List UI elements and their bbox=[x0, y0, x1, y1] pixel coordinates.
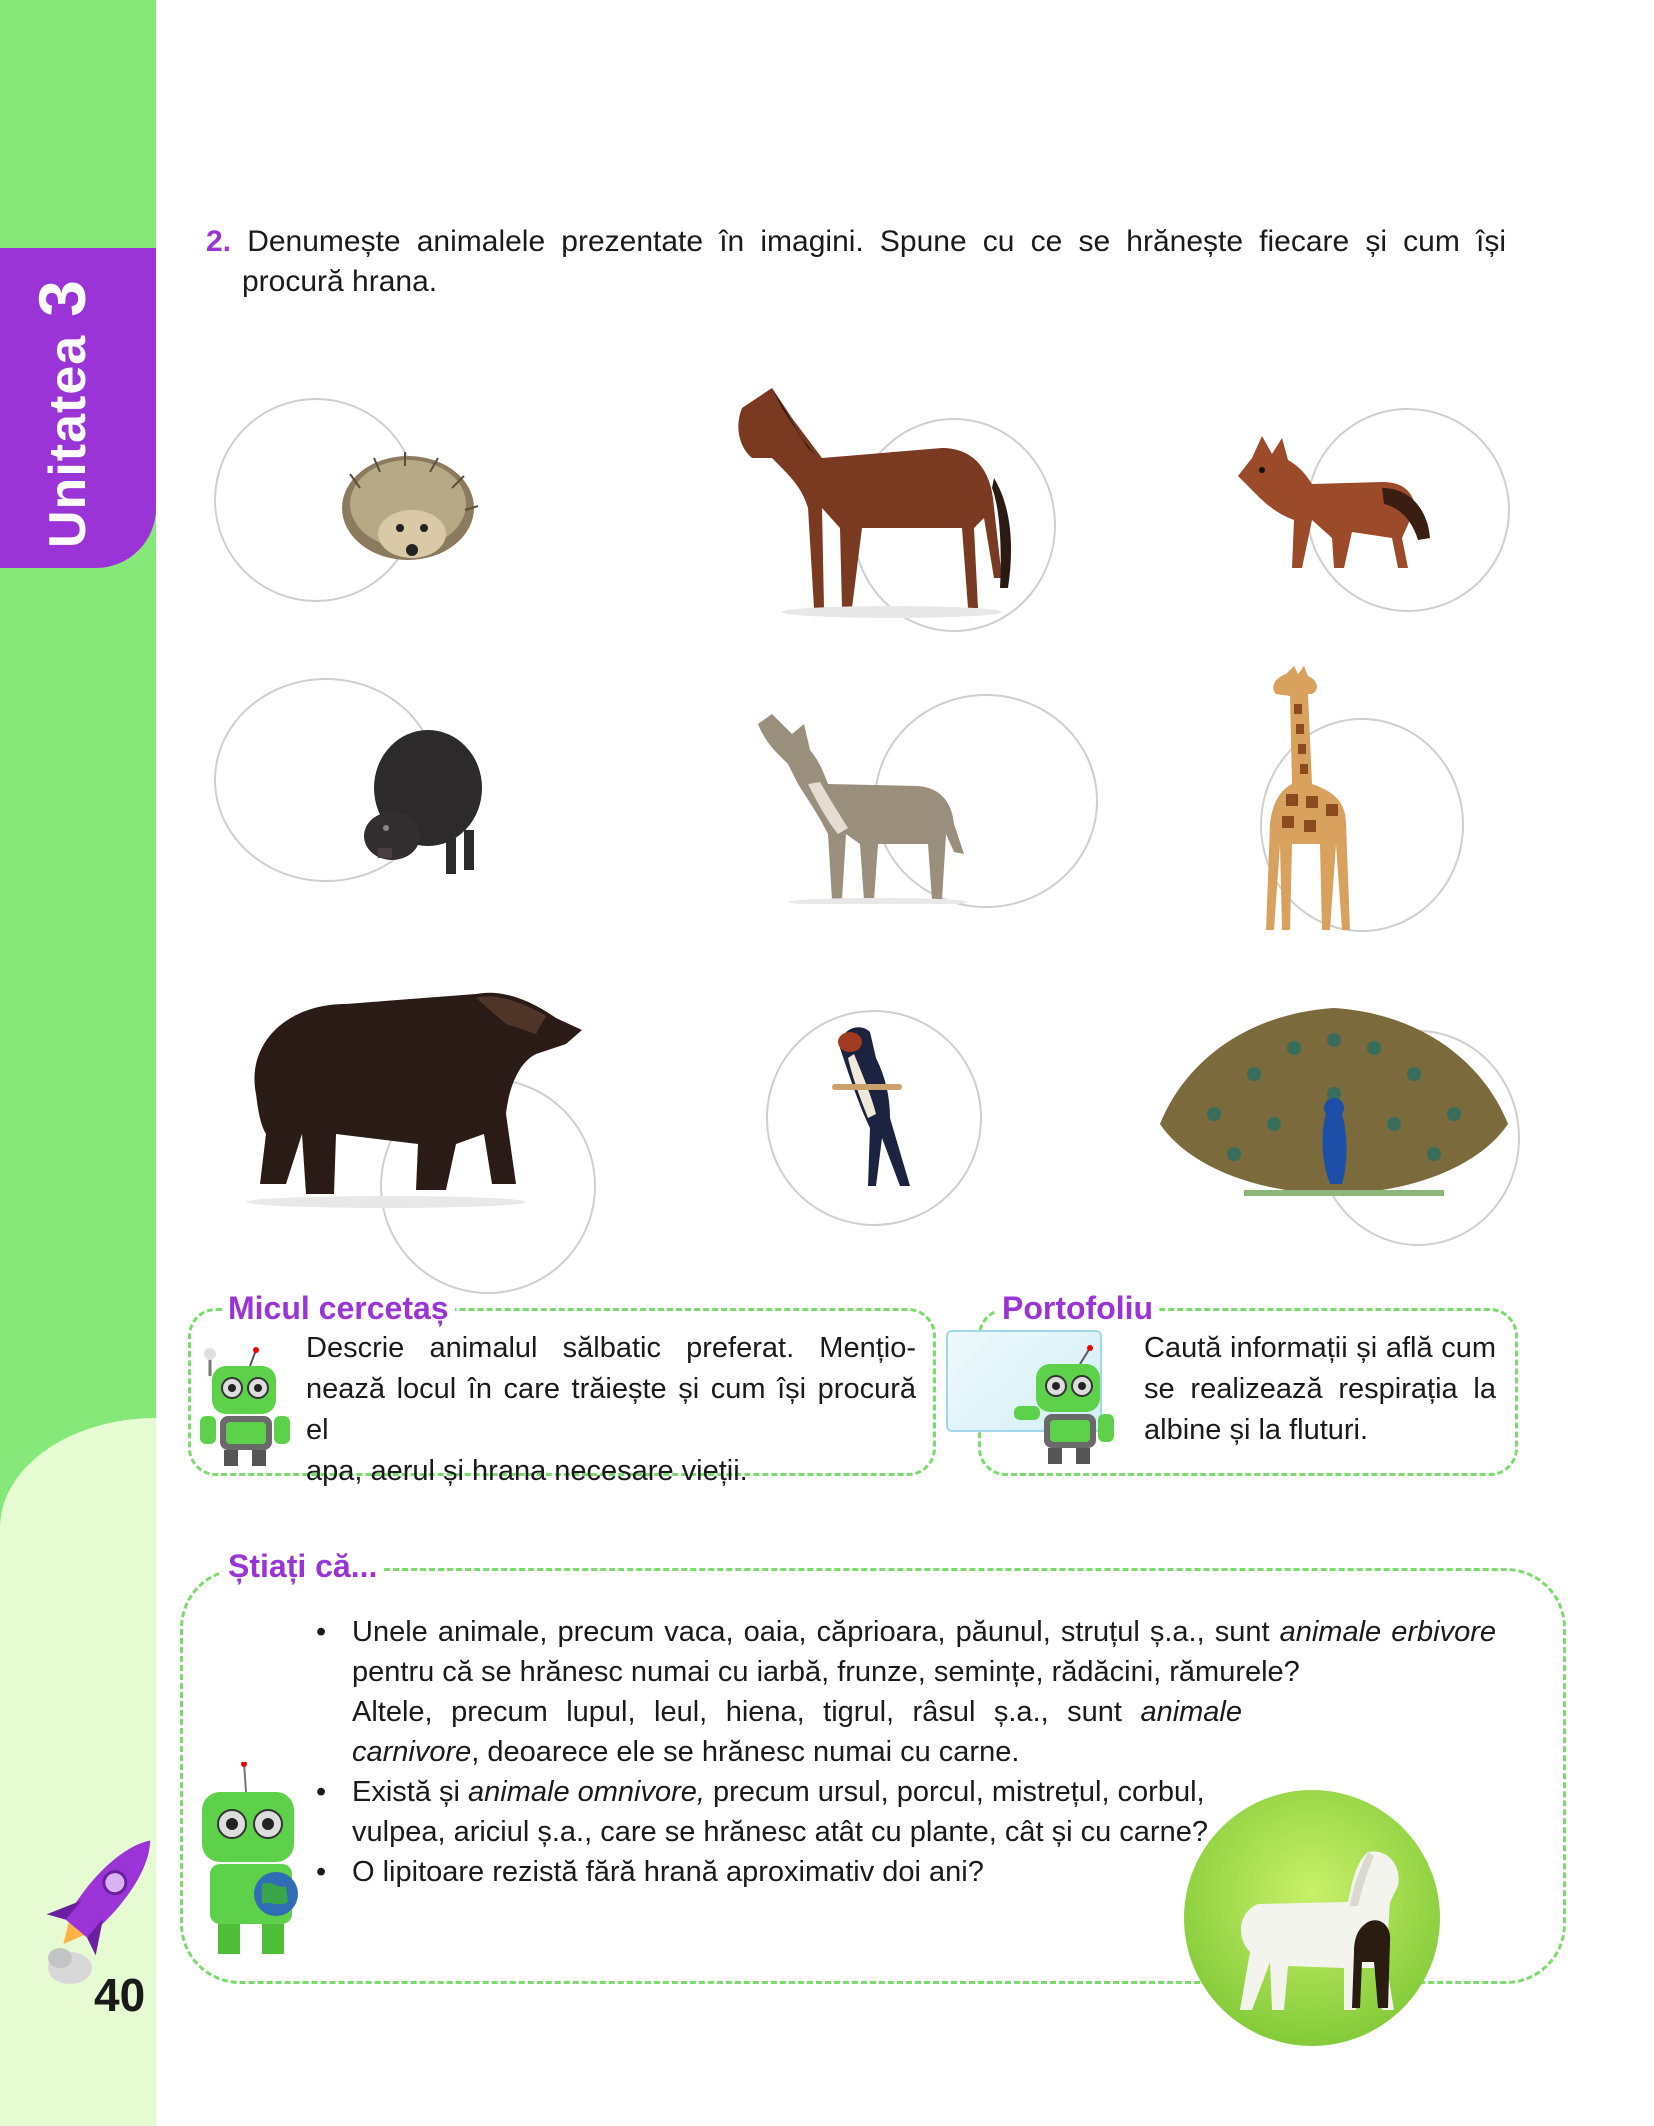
robot-scientist-icon bbox=[186, 1346, 298, 1472]
bear-icon bbox=[236, 984, 586, 1214]
hedgehog-icon bbox=[330, 438, 480, 568]
peacock-icon bbox=[1154, 1004, 1514, 1204]
micul-cercetas-line-3: apa, aerul și hrana necesare vieții. bbox=[306, 1455, 748, 1487]
fact-3-text: O lipitoare rezistă fără hrană aproximativ doi ani? bbox=[352, 1856, 984, 1888]
fact-1-text-b: pentru că se hrănesc numai cu iarbă, frunze, semințe, rădăcini, rămurele? bbox=[352, 1656, 1300, 1688]
page-number: 40 bbox=[94, 1969, 146, 2021]
sidebar-strip bbox=[0, 0, 156, 1528]
fact-2-text-a: Există și bbox=[352, 1776, 469, 1808]
micul-cercetas-line-2: nează locul în care trăiește și cum își procură el bbox=[306, 1373, 916, 1446]
horse-photo-circle bbox=[1184, 1790, 1440, 2046]
robot-presenter-icon bbox=[1010, 1344, 1122, 1470]
fact-item bbox=[316, 1772, 1242, 1852]
portofoliu-line-1: Caută informații și află cum bbox=[1144, 1332, 1496, 1364]
fact-2-text-b: precum ursul, porcul, mistrețul, corbul, vulpea, ariciul ș.a., care se hrănesc atât cu plante, cât și cu carne? bbox=[352, 1776, 1208, 1848]
fact-1-text-d: , deoarece ele se hrănesc numai cu carne. bbox=[471, 1736, 1020, 1768]
fact-1-continuation bbox=[352, 1692, 1242, 1772]
swallow-icon bbox=[820, 1018, 920, 1188]
wolf-icon bbox=[748, 704, 968, 904]
pig-icon bbox=[356, 718, 486, 878]
stiati-ca-title: Știați că... bbox=[222, 1548, 383, 1585]
unit-number: 3 bbox=[25, 279, 99, 317]
portofoliu-line-3: albine și la fluturi. bbox=[1144, 1414, 1369, 1446]
micul-cercetas-line-1: Descrie animalul sălbatic preferat. Mențio- bbox=[306, 1332, 916, 1364]
exercise-instruction bbox=[206, 222, 1506, 302]
micul-cercetas-title: Micul cercetaș bbox=[222, 1290, 455, 1327]
robot-globe-icon bbox=[184, 1762, 320, 1958]
micul-cercetas-text bbox=[306, 1328, 916, 1492]
white-horse-icon bbox=[1218, 1842, 1418, 2012]
fact-1-term-carnivore: animale carnivore bbox=[352, 1696, 1242, 1768]
rocket-icon bbox=[42, 1818, 162, 1988]
portofoliu-text bbox=[1144, 1328, 1496, 1451]
fact-1-term-erbivore: animale erbivore bbox=[1279, 1616, 1496, 1648]
fox-icon bbox=[1232, 428, 1432, 578]
unit-label bbox=[24, 279, 100, 548]
giraffe-icon bbox=[1246, 664, 1366, 934]
exercise-number: 2. bbox=[206, 225, 232, 258]
exercise-line-1: Denumește animalele prezentate în imagini. Spune cu ce se hrănește fiecare și cum își bbox=[247, 225, 1506, 258]
fact-1-text-a: Unele animale, precum vaca, oaia, căprioara, păunul, struțul ș.a., sunt bbox=[352, 1616, 1280, 1648]
portofoliu-line-2: se realizează respirația la bbox=[1144, 1373, 1496, 1405]
fact-1-text-c: Altele, precum lupul, leul, hiena, tigrul, râsul ș.a., sunt bbox=[352, 1696, 1141, 1728]
unit-label-text: Unitatea bbox=[39, 334, 97, 548]
exercise-line-2: procură hrana. bbox=[242, 265, 438, 298]
portofoliu-title: Portofoliu bbox=[996, 1290, 1159, 1327]
fact-2-term-omnivore: animale omnivore, bbox=[468, 1776, 705, 1808]
fact-item bbox=[316, 1612, 1496, 1772]
horse-icon bbox=[712, 378, 1032, 618]
